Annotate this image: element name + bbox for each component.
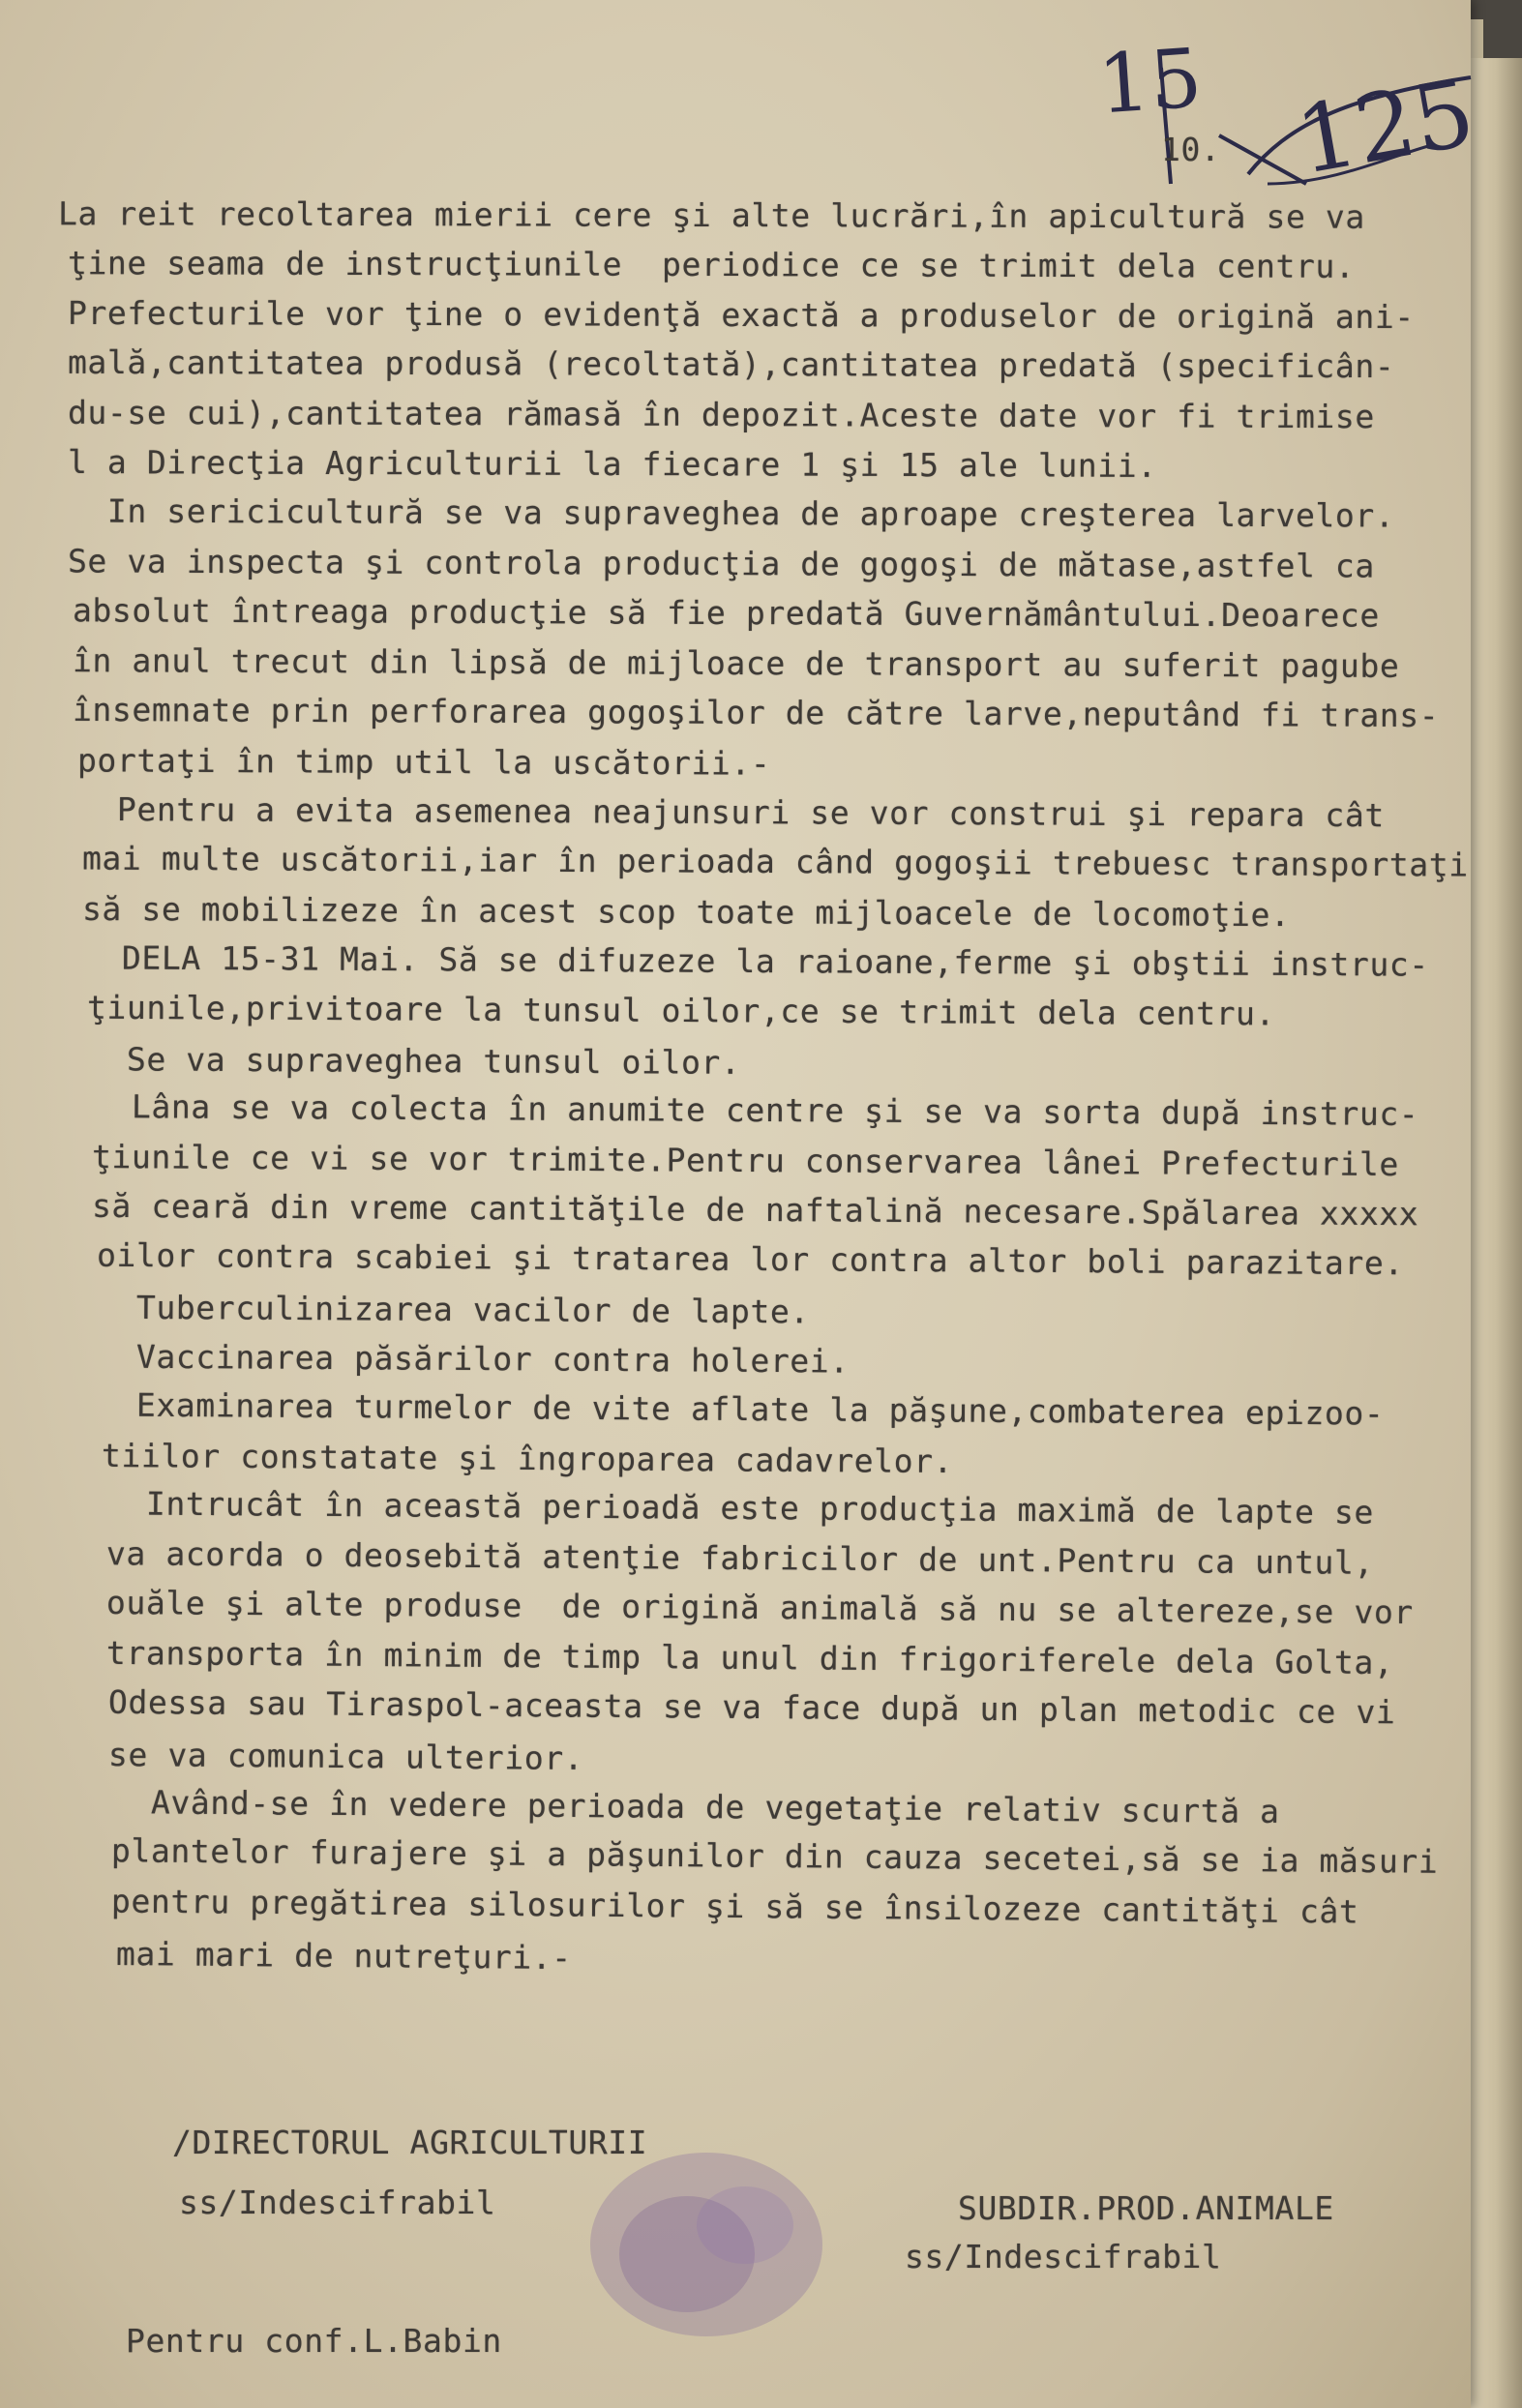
subdirector-signature: ss/Indescifrabil — [905, 2238, 1222, 2275]
text-line: mai mari de nutreţuri.- — [115, 1934, 572, 1977]
text-line: Prefecturile vor ţine o evidenţă exactă a produselor de origină ani- — [67, 293, 1415, 336]
text-line: ţiunile,privitoare la tunsul oilor,ce se trimit dela centru. — [86, 989, 1276, 1033]
text-line: l a Direcţia Agriculturii la fiecare 1 şi 15 ale lunii. — [67, 443, 1157, 485]
text-line: portaţi în timp util la uscătorii.- — [76, 741, 771, 784]
director-signature: ss/Indescifrabil — [179, 2184, 496, 2221]
text-line: să se mobilizeze în acest scop toate mijloacele de locomoţie. — [81, 889, 1291, 934]
text-line: însemnate prin perforarea gogoşilor de către larve,neputând fi trans- — [72, 690, 1440, 735]
text-line: Se va inspecta şi controla producţia de gogoşi de mătase,astfel ca — [67, 542, 1375, 585]
text-line: pentru pregătirea silosurilor şi să se însilozeze cantităţi cât — [110, 1882, 1359, 1931]
text-line: Examinarea turmelor de vite aflate la păşune,combaterea epizoo- — [96, 1385, 1385, 1433]
text-line: plantelor furajere şi a păşunilor din cauza secetei,să se ia măsuri — [110, 1831, 1439, 1881]
archival-number-right: 125 — [1288, 57, 1482, 196]
text-line: mală,cantitatea produsă (recoltată),cantitatea predată (specificân- — [67, 343, 1395, 386]
text-line: La reit recoltarea mierii cere şi alte lucrări,în apicultură se va — [57, 194, 1365, 236]
ink-stamp — [561, 2138, 851, 2351]
text-line: Odessa sau Tiraspol-aceasta se va face după un plan metodic ce vi — [107, 1682, 1396, 1732]
text-line: transporta în minim de timp la unul din frigoriferele dela Golta, — [105, 1633, 1394, 1681]
text-line: oilor contra scabiei şi tratarea lor contra altor boli parazitare. — [96, 1236, 1404, 1283]
text-line: ouăle şi alte produse de origină animală să nu se altereze,se vor — [105, 1584, 1415, 1632]
text-line: du-se cui),cantitatea rămasă în depozit.Aceste date vor fi trimise — [67, 393, 1375, 435]
archival-number-left: 15 — [1094, 30, 1206, 133]
text-line: mai multe uscătorii,iar în perioada când gogoşii trebuesc transportaţi — [81, 839, 1469, 884]
text-line: în anul trecut din lipsă de mijloace de transport au suferit pagube — [72, 640, 1400, 685]
text-line: se va comunica ulterior. — [107, 1736, 584, 1778]
page-number: 10. — [1161, 131, 1221, 168]
director-title: /DIRECTORUL AGRICULTURII — [172, 2124, 648, 2161]
text-line: DELA 15-31 Mai. Să se difuzeze la raioane,ferme şi obştii instruc- — [81, 938, 1429, 984]
text-line: In sericicultură se va supraveghea de aproape creşterea larvelor. — [67, 491, 1395, 535]
subdirector-title: SUBDIR.PROD.ANIMALE — [958, 2189, 1334, 2227]
text-line: Tuberculinizarea vacilor de lapte. — [96, 1288, 810, 1331]
text-line: absolut întreaga producţie să fie predată Guvernământului.Deoarece — [72, 591, 1380, 635]
text-line: va acorda o deosebită atenţie fabricilor de unt.Pentru ca untul, — [105, 1533, 1375, 1582]
text-line: Lâna se va colecta în anumite centre şi se va sorta după instruc- — [91, 1087, 1419, 1134]
text-line: să ceară din vreme cantităţile de naftalină necesare.Spălarea xxxxx — [91, 1186, 1419, 1234]
text-line: Intrucât în această perioadă este producţia maximă de lapte se — [105, 1484, 1375, 1532]
text-line: Vaccinarea păsărilor contra holerei. — [96, 1337, 850, 1381]
text-line: Având-se în vedere perioada de vegetaţie relativ scurtă a — [110, 1782, 1280, 1830]
text-line: tiilor constatate şi îngroparea cadavrelor. — [101, 1436, 954, 1481]
text-line: ţine seama de instrucţiunile periodice ce se trimit dela centru. — [67, 244, 1356, 286]
text-line: ţiunile ce vi se vor trimite.Pentru conservarea lânei Prefecturile — [91, 1137, 1399, 1183]
text-line: Pentru a evita asemenea neajunsuri se vor construi şi repara cât — [76, 789, 1385, 834]
text-line: Se va supraveghea tunsul oilor. — [86, 1039, 741, 1082]
conformity-note: Pentru conf.L.Babin — [126, 2322, 502, 2360]
